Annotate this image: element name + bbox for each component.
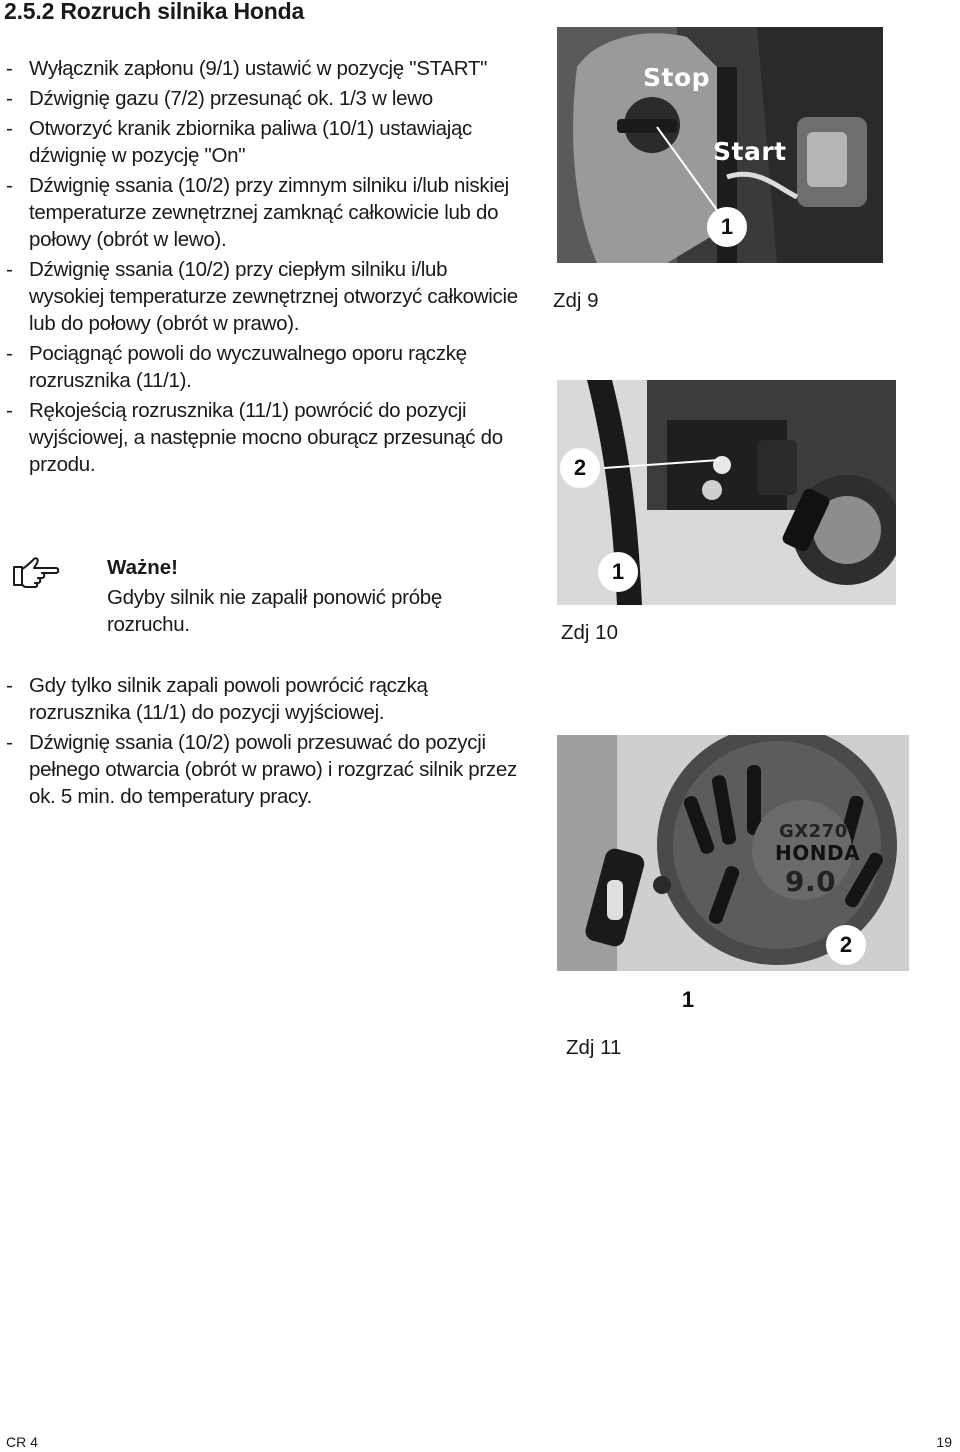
after-start-list — [6, 672, 526, 813]
list-dash: - — [6, 57, 13, 80]
list-item: - Dźwignię ssania (10/2) powoli przesuwać do pozycji pełnego otwarcia (obrót w prawo) i rozgrzać silnik przez ok. 5 min. do temperatury pracy. — [6, 731, 517, 808]
list-dash: - — [6, 399, 13, 422]
marker-2: 2 — [560, 448, 600, 488]
page-number: 19 — [936, 1434, 952, 1450]
list-item: - Dźwignię ssania (10/2) przy ciepłym silniku i/lub wysokiej temperaturze zewnętrznej otworzyć całkowicie lub do połowy (obrót w prawo). — [6, 258, 518, 335]
note-text: Gdyby silnik nie zapalił ponowić próbę rozruchu. — [107, 586, 443, 636]
list-dash: - — [6, 258, 13, 281]
stop-label: Stop — [643, 63, 711, 92]
list-item: - Dźwignię ssania (10/2) przy zimnym silniku i/lub niskiej temperaturze zewnętrznej zamknąć całkowicie lub do połowy (obrót w lewo). — [6, 174, 509, 251]
engine-brand-text: HONDA — [775, 841, 861, 865]
photo-caption: Zdj 9 — [553, 289, 599, 312]
start-label: Start — [713, 137, 787, 166]
note-title: Ważne! — [107, 556, 178, 579]
list-item: - Dźwignię gazu (7/2) przesunąć ok. 1/3 w lewo — [6, 87, 433, 110]
list-dash: - — [6, 174, 13, 197]
list-dash: - — [6, 117, 13, 140]
photo-recoil-starter — [557, 735, 909, 971]
list-item: - Gdy tylko silnik zapali powoli powrócić rączką rozrusznika (11/1) do pozycji wyjściowej. — [6, 674, 428, 724]
list-dash: - — [6, 342, 13, 365]
list-item: - Rękojeścią rozrusznika (11/1) powrócić do pozycji wyjściowej, a następnie mocno oburącz przesunąć do przodu. — [6, 399, 503, 476]
marker-2: 2 — [826, 925, 866, 965]
list-dash: - — [6, 731, 13, 754]
list-item: - Pociągnąć powoli do wyczuwalnego oporu rączkę rozrusznika (11/1). — [6, 342, 467, 392]
list-dash: - — [6, 87, 13, 110]
marker-1: 1 — [598, 552, 638, 592]
list-dash: - — [6, 674, 13, 697]
start-procedure-list — [6, 55, 526, 481]
photo-caption: Zdj 10 — [561, 621, 618, 644]
list-item: - Wyłącznik zapłonu (9/1) ustawić w pozycję "START" — [6, 57, 488, 80]
photo-ignition-switch — [557, 27, 883, 263]
marker-1: 1 — [707, 207, 747, 247]
section-heading: 2.5.2 Rozruch silnika Honda — [4, 0, 305, 24]
engine-model-text: GX270 — [779, 821, 848, 842]
engine-badge-text: 9.0 — [785, 865, 837, 898]
footer-model: CR 4 — [6, 1434, 38, 1450]
photo-caption: Zdj 11 — [566, 1036, 622, 1059]
marker-1: 1 — [669, 981, 707, 1019]
pointing-hand-icon — [12, 555, 60, 593]
photo-fuel-tap-choke — [557, 380, 896, 605]
list-item: - Otworzyć kranik zbiornika paliwa (10/1) ustawiając dźwignię w pozycję "On" — [6, 117, 473, 167]
